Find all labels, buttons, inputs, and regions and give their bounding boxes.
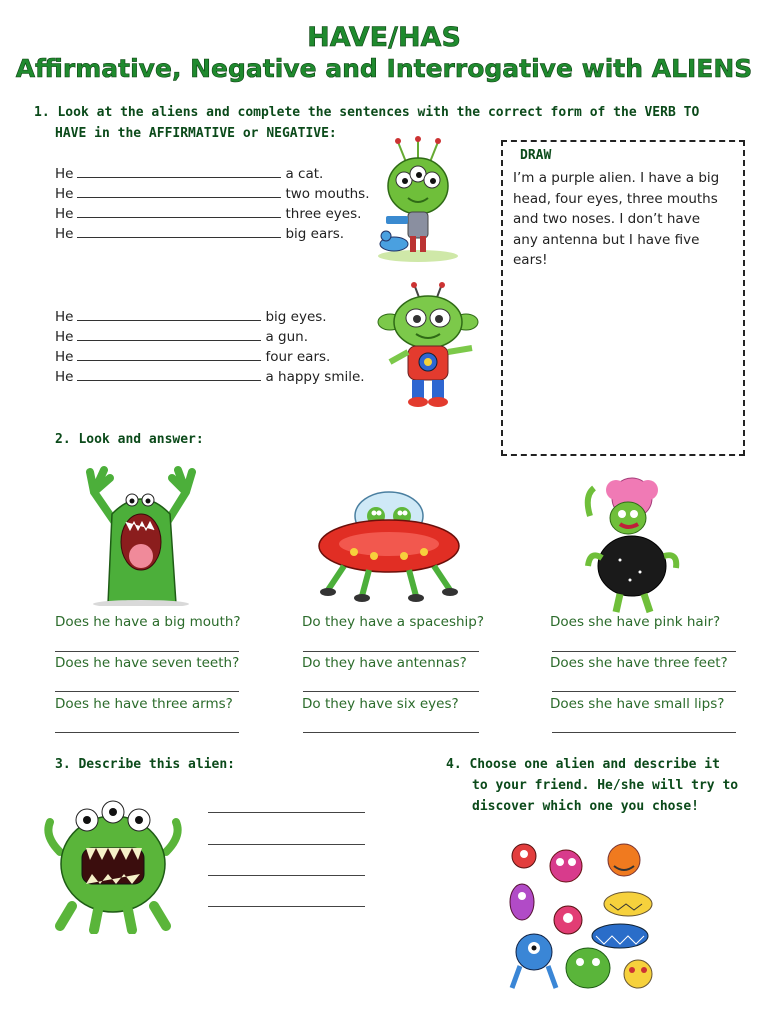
answer-blank[interactable] [77,348,261,361]
describe-line[interactable] [208,905,365,907]
question-small-lips: Does she have small lips? [550,696,725,712]
answer-line[interactable] [55,731,239,733]
sentence-row: He three eyes. [55,206,362,222]
answer-line[interactable] [552,690,736,692]
answer-blank[interactable] [77,165,281,178]
spaceship-illustration [314,486,464,608]
answer-blank[interactable] [77,328,261,341]
sentence-row: He big ears. [55,226,345,242]
question-three-arms: Does he have three arms? [55,696,233,712]
sentence-row: He a gun. [55,329,309,345]
ex1-group1 [55,164,370,244]
question-seven-teeth: Does he have seven teeth? [55,655,240,671]
ex2-instruction: 2. Look and answer: [55,432,204,447]
three-eyed-alien-illustration [372,136,464,264]
pink-haired-alien-illustration [580,476,682,616]
page-title: HAVE/HAS [307,22,461,53]
draw-label: DRAW [520,148,552,163]
ex3-instruction: 3. Describe this alien: [55,757,236,772]
ex1-group2 [55,307,365,387]
sentence-row: He two mouths. [55,186,370,202]
sentence-row: He a happy smile. [55,369,365,385]
answer-blank[interactable] [77,225,281,238]
draw-description: I’m a purple alien. I have a big head, four eyes, three mouths and two noses. I don’t have any antenna but I have five ears! [513,170,720,268]
sentence-row: He four ears. [55,349,331,365]
question-six-eyes: Do they have six eyes? [302,696,459,712]
ex4-instruction-line1: 4. Choose one alien and describe it [446,757,720,772]
ex1-instruction-line1: 1. Look at the aliens and complete the sentences with the correct form of the VERB TO [34,105,700,120]
monster-collage-illustration [498,836,664,998]
answer-line[interactable] [303,650,479,652]
big-mouth-monster-illustration [86,464,196,606]
answer-blank[interactable] [77,368,261,381]
describe-line[interactable] [208,874,365,876]
answer-blank[interactable] [77,185,281,198]
answer-blank[interactable] [77,205,281,218]
answer-blank[interactable] [77,308,261,321]
answer-line[interactable] [303,731,479,733]
question-antennas: Do they have antennas? [302,655,467,671]
sentence-row: He a cat. [55,166,324,182]
big-eyed-alien-illustration [376,282,484,410]
describe-line[interactable] [208,811,365,813]
question-big-mouth: Does he have a big mouth? [55,614,241,630]
answer-line[interactable] [55,690,239,692]
sentence-row: He big eyes. [55,309,327,325]
four-eyed-monster-illustration [42,796,184,934]
question-pink-hair: Does she have pink hair? [550,614,721,630]
ex4-instruction-line3: discover which one you chose! [472,799,699,814]
answer-line[interactable] [552,650,736,652]
describe-line[interactable] [208,843,365,845]
page-subtitle: Affirmative, Negative and Interrogative with ALIENS [15,54,753,83]
answer-line[interactable] [552,731,736,733]
question-three-feet: Does she have three feet? [550,655,728,671]
ex1-instruction-line2: HAVE in the AFFIRMATIVE or NEGATIVE: [55,126,337,141]
question-spaceship: Do they have a spaceship? [302,614,485,630]
answer-line[interactable] [55,650,239,652]
ex4-instruction-line2: to your friend. He/she will try to [472,778,739,793]
answer-line[interactable] [303,690,479,692]
